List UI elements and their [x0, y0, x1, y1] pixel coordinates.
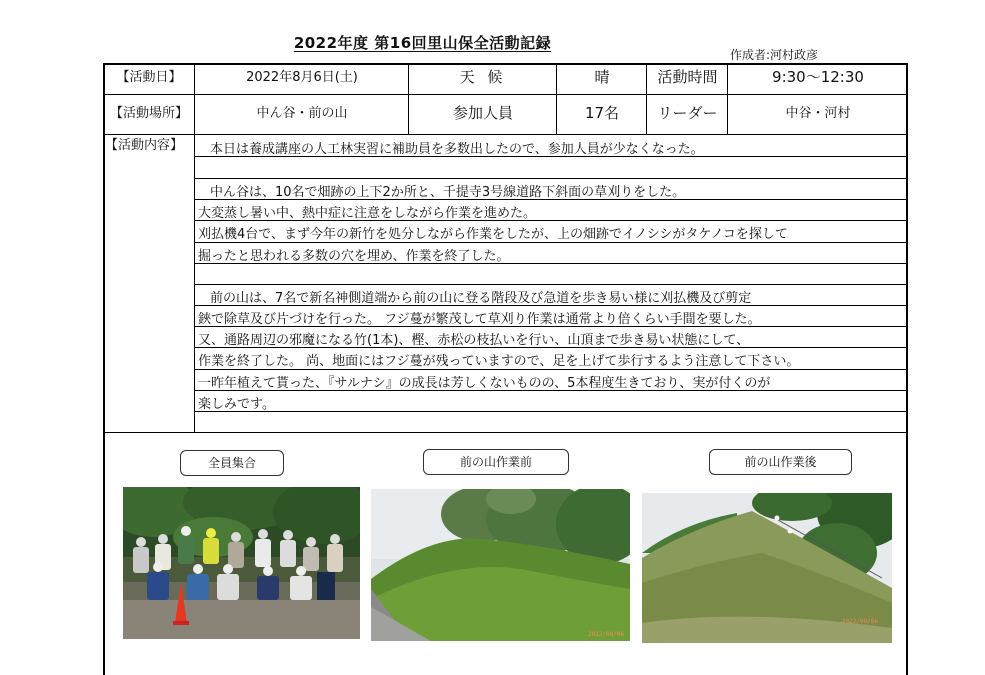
content-line: 刈払機4台で、まず今年の新竹を処分しながら作業をしたが、上の畑跡でイノシシがタケノコを探して [198, 227, 788, 242]
content-line: 掘ったと思われる多数の穴を埋め、作業を終了した。 [198, 249, 510, 264]
page-title: 2022年度 第16回里山保全活動記録 [293, 34, 552, 52]
leader-value: 中谷・河村 [785, 106, 851, 121]
row-divider [103, 134, 908, 135]
section-divider [103, 432, 908, 433]
date-label: 【活動日】 [116, 70, 182, 85]
content-row-line [194, 411, 908, 412]
leader-label: リーダー [657, 104, 718, 122]
column-divider [556, 63, 557, 134]
content-line: 楽しみです。 [198, 397, 275, 412]
photo-label-before: 前の山作業前 [423, 449, 569, 475]
content-row-line [194, 284, 908, 285]
place-value: 中ん谷・前の山 [256, 106, 348, 121]
content-line: 大変蒸し暑い中、熱中症に注意をしながら作業を進めた。 [198, 206, 537, 221]
photo-label-after: 前の山作業後 [709, 449, 852, 475]
column-divider [194, 63, 195, 433]
column-divider [727, 63, 728, 134]
photo-label-group: 全員集合 [180, 450, 284, 476]
content-line: 前の山は、7名で新名神側道端から前の山に登る階段及び急道を歩き易い様に刈払機及び剪定 [210, 291, 752, 306]
row-divider [103, 94, 908, 95]
date-value: 2022年8月6日(土) [246, 70, 358, 85]
time-label: 活動時間 [657, 68, 718, 86]
content-line: 本日は養成講座の人工林実習に補助員を多数出したので、参加人員が少なくなった。 [210, 142, 704, 157]
photo-date-stamp: 2022/08/06 [841, 618, 878, 625]
content-line: 作業を終了した。 尚、地面にはフジ蔓が残っていますので、足を上げて歩行するよう注意して下さい。 [198, 354, 800, 369]
participants-value: 17名 [584, 104, 620, 122]
before-photo [371, 489, 630, 641]
content-row-line [194, 178, 908, 179]
column-divider [646, 63, 647, 134]
content-row-line [194, 242, 908, 243]
participants-label: 参加人員 [452, 104, 513, 122]
time-value: 9:30〜12:30 [772, 68, 864, 86]
content-line: 一昨年植えて貰った、『サルナシ』の成長は芳しくないものの、5本程度生きており、実が付くのが [198, 376, 771, 391]
content-line: 又、通路周辺の邪魔になる竹(1本)、樫、赤松の枝払いを行い、山頂まで歩き易い状態にして、 [198, 333, 750, 348]
weather-value: 晴 [594, 68, 610, 86]
content-label: 【活動内容】 [105, 138, 184, 153]
after-photo [642, 493, 892, 643]
content-line: 中ん谷は、10名で畑跡の上下2か所と、千提寺3号線道路下斜面の草刈りをした。 [210, 185, 686, 200]
column-divider [408, 63, 409, 134]
content-row-line [194, 369, 908, 370]
group-photo [123, 487, 360, 639]
content-line: 鋏で除草及び片づけを行った。 フジ蔓が繁茂して草刈り作業は通常より倍くらい手間を要した。 [198, 312, 761, 327]
photo-date-stamp: 2022/08/06 [587, 631, 624, 638]
weather-label: 天 候 [459, 68, 507, 86]
place-label: 【活動場所】 [109, 106, 188, 121]
author: 作成者:河村政彦 [730, 48, 819, 62]
